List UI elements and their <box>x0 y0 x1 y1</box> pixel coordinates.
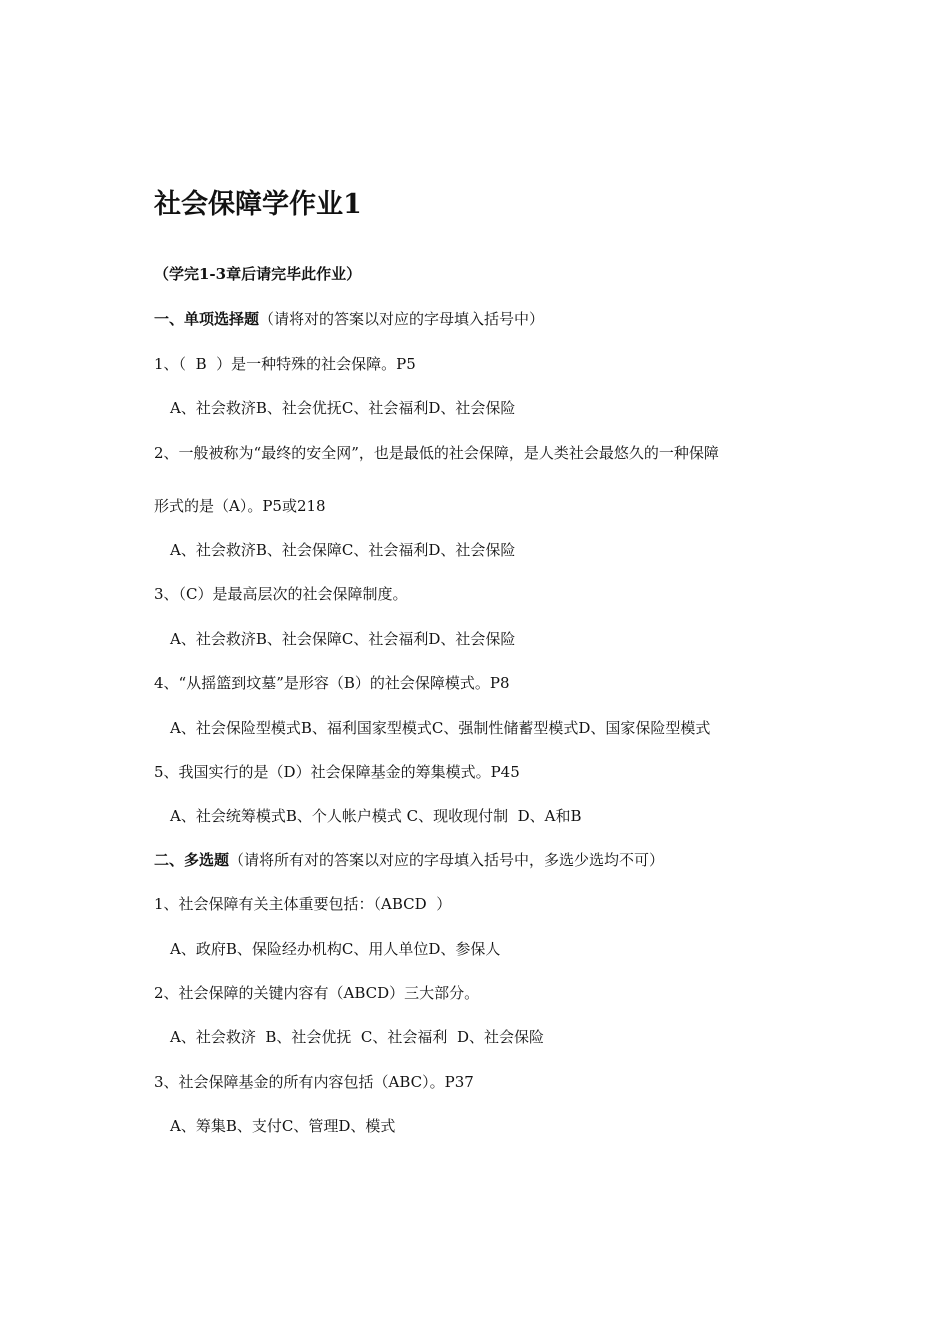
s1-q3-stem: 3、（C）是最高层次的社会保障制度。 <box>154 585 408 603</box>
section1-note: （请将对的答案以对应的字母填入括号中） <box>259 310 545 328</box>
section1-header <box>154 309 544 329</box>
s2-q2-stem: 2、社会保障的关键内容有（ABCD）三大部分。 <box>154 984 480 1002</box>
s1-q5-options: A、社会统筹模式B、个人帐户模式 C、现收现付制 D、A和B <box>170 807 582 825</box>
section1-heading: 一、单项选择题 <box>154 310 260 328</box>
s1-q2-stem: 2、一般被称为“最终的安全网”，也是最低的社会保障，是人类社会最悠久的一种保障 <box>154 444 719 462</box>
page-subtitle: （学完1-3章后请完毕此作业） <box>154 265 362 283</box>
s2-q3-options: A、筹集B、支付C、管理D、模式 <box>170 1117 396 1135</box>
s1-q4-stem: 4、“从摇篮到坟墓”是形容（B）的社会保障模式。P8 <box>154 674 510 692</box>
s1-q2-options: A、社会救济B、社会保障C、社会福利D、社会保险 <box>170 541 516 559</box>
section2-header <box>154 850 664 870</box>
s1-q4-options: A、社会保险型模式B、福利国家型模式C、强制性储蓄型模式D、国家保险型模式 <box>170 719 711 737</box>
section2-note: （请将所有对的答案以对应的字母填入括号中，多选少选均不可） <box>229 851 665 869</box>
page-title: 社会保障学作业1 <box>154 189 362 220</box>
s2-q2-options: A、社会救济 B、社会优抚 C、社会福利 D、社会保险 <box>170 1028 544 1046</box>
s1-q5-stem: 5、我国实行的是（D）社会保障基金的筹集模式。P45 <box>154 763 520 781</box>
s1-q3-options: A、社会救济B、社会保障C、社会福利D、社会保险 <box>170 630 516 648</box>
s2-q1-options: A、政府B、保险经办机构C、用人单位D、参保人 <box>170 940 501 958</box>
s1-q1-stem: 1、（ B ）是一种特殊的社会保障。P5 <box>154 355 416 373</box>
s1-q1-options: A、社会救济B、社会优抚C、社会福利D、社会保险 <box>170 399 516 417</box>
s1-q2-stem-cont: 形式的是（A）。P5或218 <box>154 497 326 515</box>
s2-q1-stem: 1、社会保障有关主体重要包括：（ABCD ） <box>154 895 452 913</box>
s2-q3-stem: 3、社会保障基金的所有内容包括（ABC）。P37 <box>154 1073 474 1091</box>
section2-heading: 二、多选题 <box>154 851 230 869</box>
